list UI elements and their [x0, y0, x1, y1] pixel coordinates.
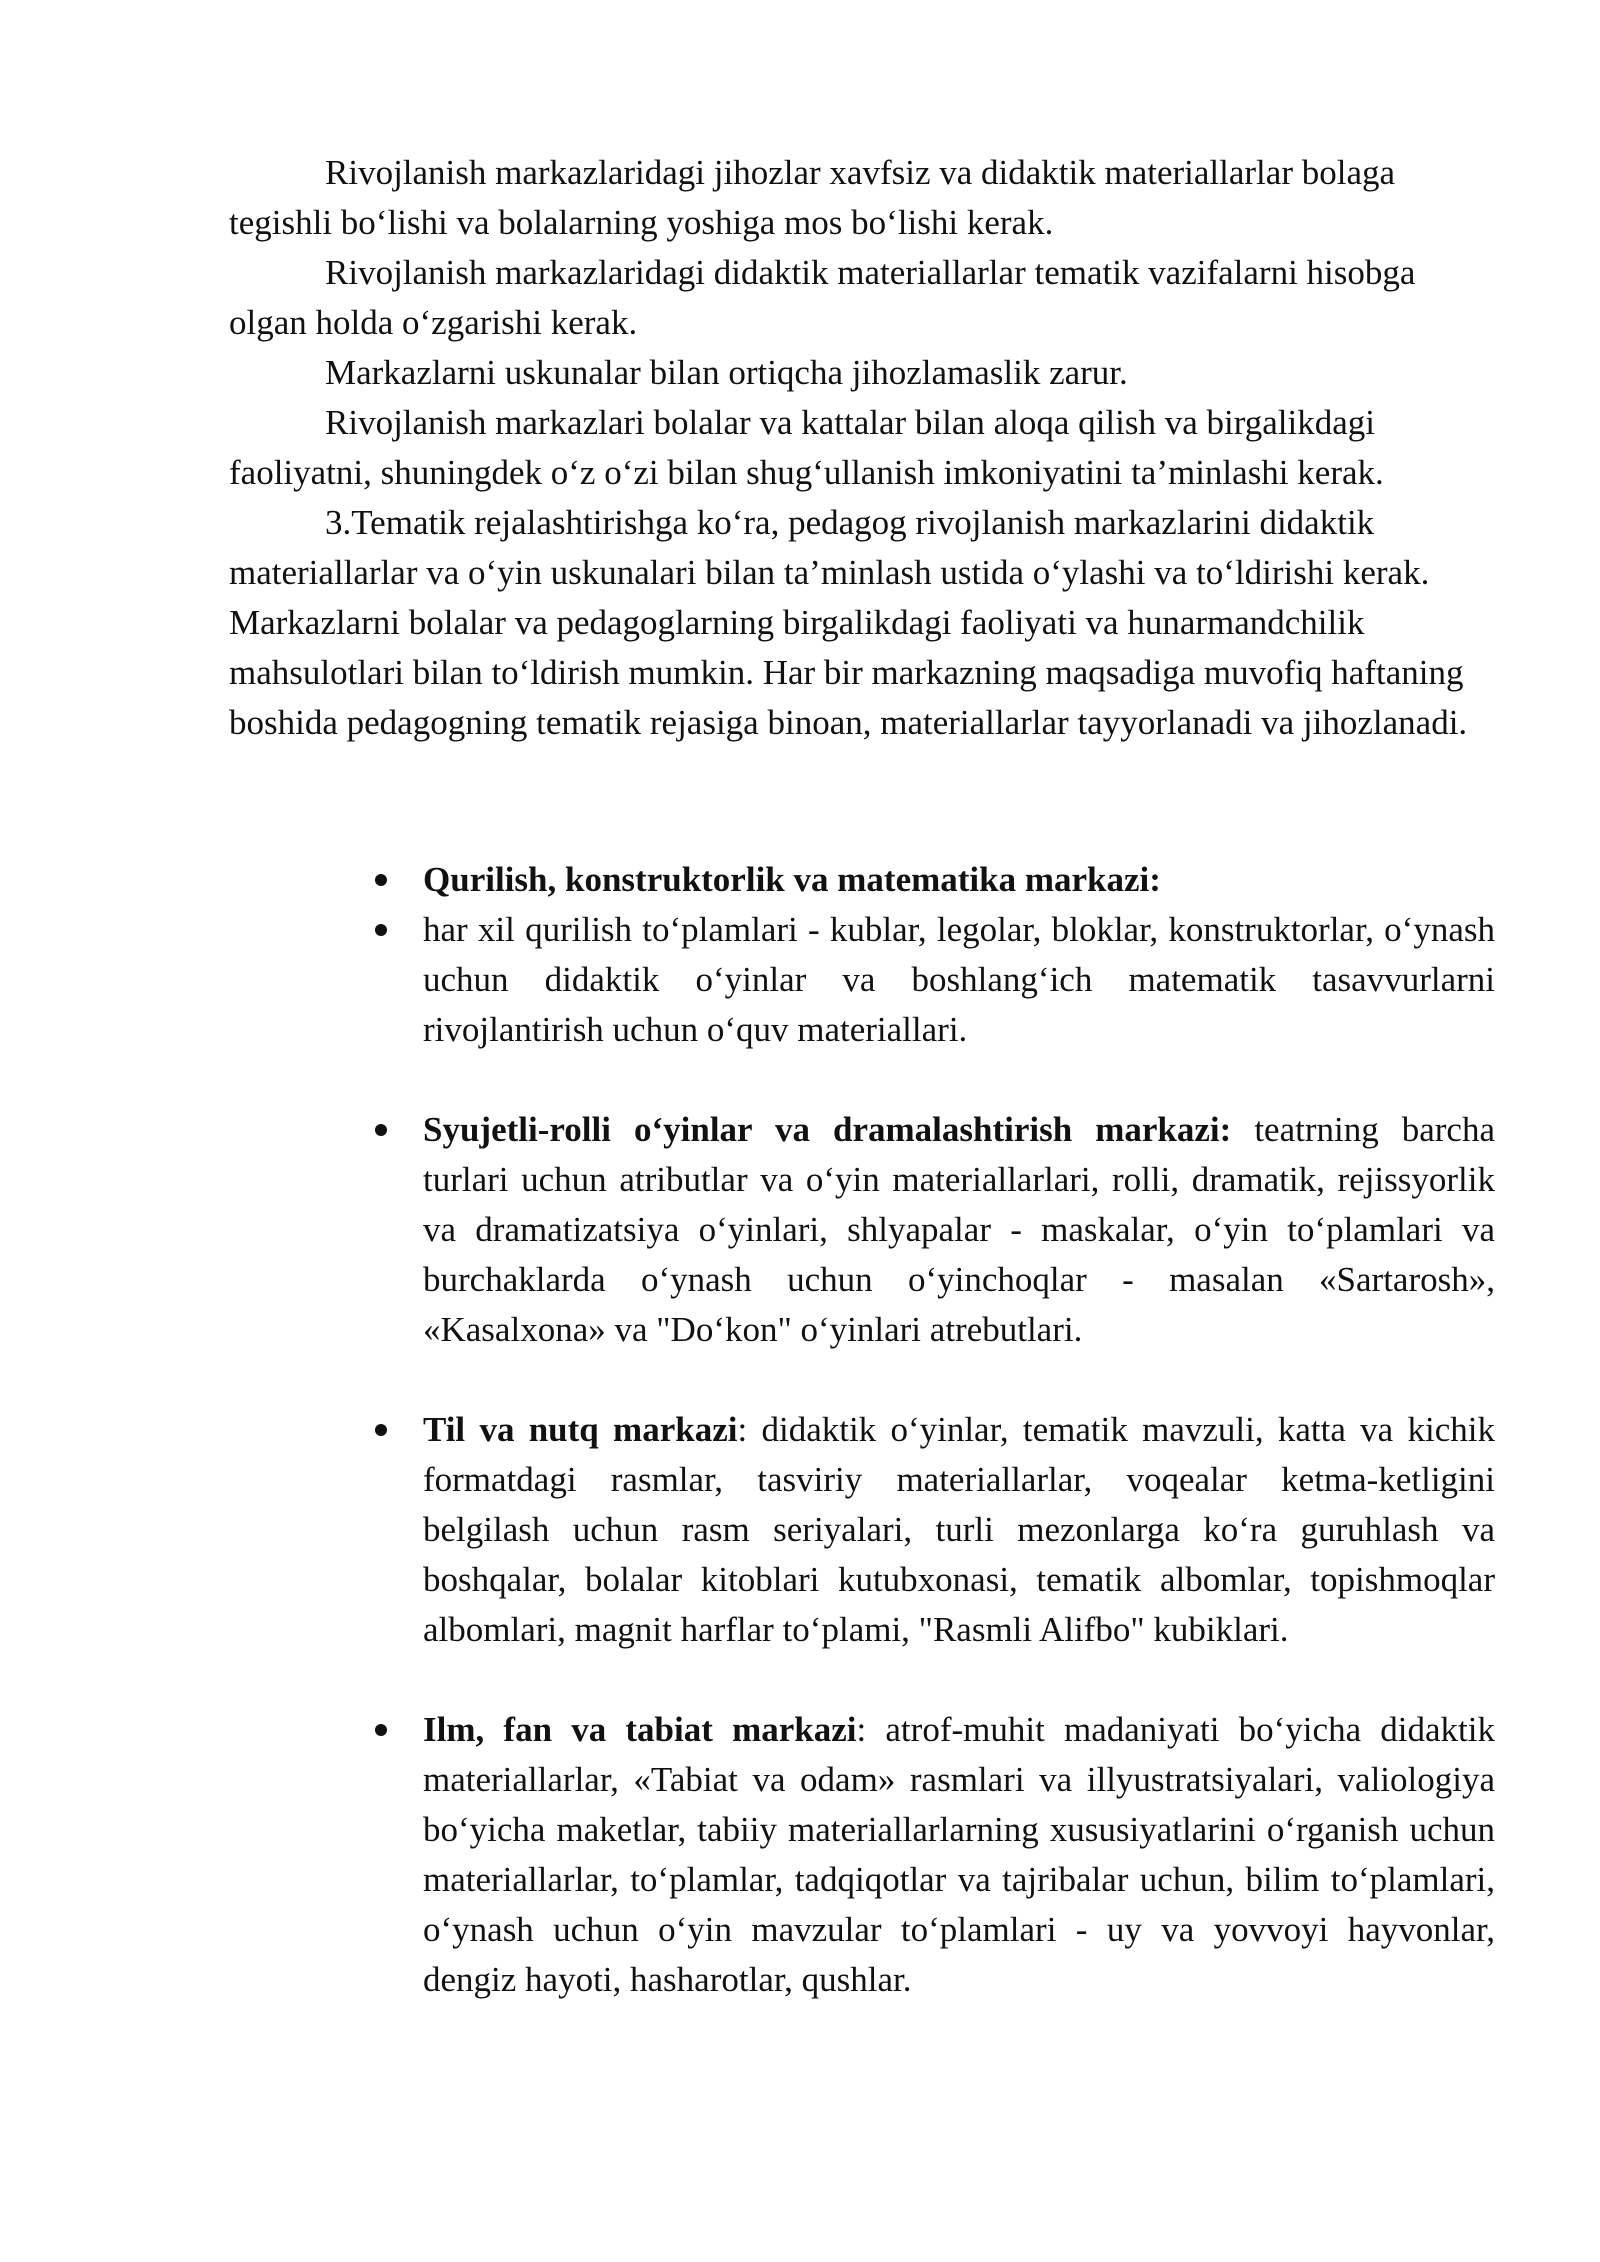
list-item-text: : didaktik o‘yinlar, tematik mavzuli, katta va kichik formatdagi rasmlar, tasviriy materiallarlar, voqealar ketma-ketligini belgilash uchun rasm seriyalari, turli mezonlarga ko‘ra guruhlash va boshqalar, bolalar kitoblari kutubxonasi, tematik albomlar, topishmoqlar albomlari, magnit harflar to‘plami, "Rasmli Alifbo" kubiklari.: [423, 1410, 1495, 1649]
list-item: [423, 1405, 1495, 1655]
paragraph: Markazlarni uskunalar bilan ortiqcha jihozlamaslik zarur.: [325, 353, 1128, 392]
bullet-icon: [375, 874, 387, 886]
list-item: [423, 905, 1495, 1055]
bullet-icon: [375, 1724, 387, 1736]
list-item-title: Til va nutq markazi: [423, 1410, 738, 1449]
list-item-text: teatrning barcha turlari uchun atributlar va o‘yin materiallarlari, rolli, dramatik, rejissyorlik va dramatizatsiya o‘yinlari, shlyapalar - maskalar, o‘yin to‘plamlari va burchaklarda o‘ynash uchun o‘yinchoqlar - masalan «Sartarosh», «Kasalxona» va "Do‘kon" o‘yinlari atrebutlari.: [423, 1110, 1496, 1349]
list-item-text: : atrof-muhit madaniyati bo‘yicha didaktik materiallarlar, «Tabiat va odam» rasmlari va illyustratsiyalari, valiologiya bo‘yicha maketlar, tabiiy materiallarlarning xususiyatlarini o‘rganish uchun materiallarlar, to‘plamlar, tadqiqotlar va tajribalar uchun, bilim to‘plamlari, o‘ynash uchun o‘yin mavzular to‘plamlari - uy va yovvoyi hayvonlar, dengiz hayoti, hasharotlar, qushlar.: [423, 1710, 1495, 1999]
paragraph: 3.Tematik rejalashtirishga ko‘ra, pedagog rivojlanish markazlarini didaktik materiallarlar va o‘yin uskunalari bilan ta’minlash ustida o‘ylashi va to‘ldirishi kerak. Markazlarni bolalar va pedagoglarning birgalikdagi faoliyati va hunarmandchilik mahsulotlari bilan to‘ldirish mumkin. Har bir markazning maqsadiga muvofiq haftaning boshida pedagogning tematik rejasiga binoan, materiallarlar tayyorlanadi va jihozlanadi.: [229, 503, 1468, 742]
paragraph: Rivojlanish markazlaridagi jihozlar xavfsiz va didaktik materiallarlar bolaga tegishli bo‘lishi va bolalarning yoshiga mos bo‘lishi kerak.: [229, 153, 1396, 242]
list-item-title: Ilm, fan va tabiat markazi: [423, 1710, 857, 1749]
paragraph: Rivojlanish markazlaridagi didaktik materiallarlar tematik vazifalarni hisobga olgan holda o‘zgarishi kerak.: [229, 253, 1416, 342]
list-item: [423, 1105, 1495, 1355]
list-item: [423, 1705, 1495, 2005]
list-item: [423, 855, 1495, 905]
paragraph: Rivojlanish markazlari bolalar va kattalar bilan aloqa qilish va birgalikdagi faoliyatni, shuningdek o‘z o‘zi bilan shug‘ullanish imkoniyatini ta’minlashi kerak.: [229, 403, 1384, 492]
intro-section: [229, 148, 1489, 748]
list-item-title: Qurilish, konstruktorlik va matematika markazi:: [423, 860, 1161, 899]
bullet-icon: [375, 1424, 387, 1436]
bullet-icon: [375, 1124, 387, 1136]
centers-list: [423, 855, 1495, 2055]
bullet-icon: [375, 924, 387, 936]
list-item-title: Syujetli-rolli o‘yinlar va dramalashtirish markazi:: [423, 1110, 1232, 1149]
list-item-text: har xil qurilish to‘plamlari - kublar, legolar, bloklar, konstruktorlar, o‘ynash uchun didaktik o‘yinlar va boshlang‘ich matematik tasavvurlarni rivojlantirish uchun o‘quv materiallari.: [423, 910, 1495, 1049]
